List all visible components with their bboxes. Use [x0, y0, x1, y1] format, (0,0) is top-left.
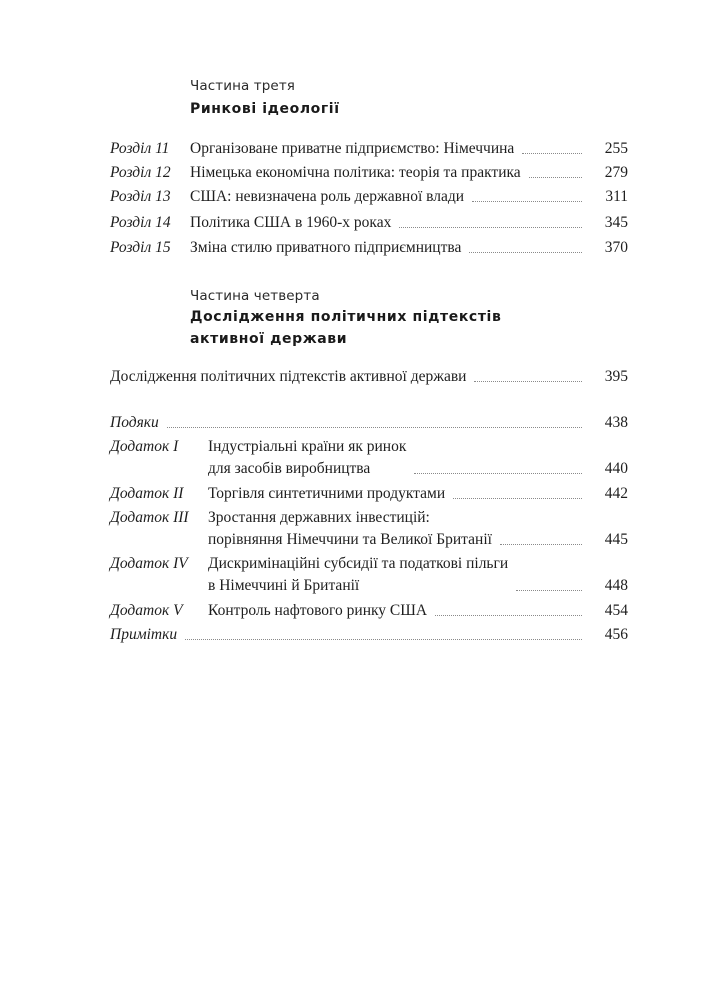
part3-label: Частина третя [190, 78, 296, 94]
appendix-title [208, 553, 508, 597]
chapter-label: Розділ 14 [110, 214, 171, 231]
leader-dots [472, 201, 582, 202]
part4-title-line1: Дослідження політичних підтекстів [190, 309, 502, 325]
entry-title: Примітки [110, 624, 177, 646]
part4-label: Частина четверта [190, 288, 320, 304]
leader-dots [500, 544, 582, 545]
page-number: 438 [604, 414, 628, 431]
appendix-title-line1: Індустріальні країни як ринок [208, 438, 407, 455]
page-number: 370 [604, 239, 628, 256]
appendix-title [208, 507, 492, 551]
page-number: 311 [605, 188, 628, 205]
page-number: 448 [604, 577, 628, 594]
page-number: 445 [604, 531, 628, 548]
part3-title: Ринкові ідеології [190, 101, 340, 117]
chapter-label: Розділ 12 [110, 164, 171, 181]
toc-row-appendix-4 [110, 553, 628, 597]
chapter-title: Політика США в 1960-х роках [190, 212, 391, 234]
part4-title-line2: активної держави [190, 331, 348, 347]
leader-dots [414, 473, 582, 474]
entry-title: Дослідження політичних підтекстів активної держави [110, 366, 466, 388]
page-number: 345 [604, 214, 628, 231]
appendix-title-line2: для засобів виробництва [208, 460, 371, 477]
chapter-title: Німецька економічна політика: теорія та практика [190, 162, 521, 184]
chapter-label: Розділ 13 [110, 188, 171, 205]
appendix-title: Торгівля синтетичними продуктами [208, 483, 445, 505]
chapter-title: Організоване приватне підприємство: Німеччина [190, 138, 514, 160]
chapter-label: Розділ 11 [110, 140, 170, 157]
appendix-label: Додаток III [110, 509, 189, 526]
page-number: 279 [604, 164, 628, 181]
leader-dots [399, 227, 582, 228]
chapter-label: Розділ 15 [110, 239, 171, 256]
part4-title [190, 306, 501, 350]
leader-dots [185, 639, 582, 640]
appendix-title [208, 436, 406, 480]
appendix-title-line2: порівняння Німеччини та Великої Британії [208, 531, 492, 548]
leader-dots [474, 381, 582, 382]
toc-row-appendix-3 [110, 507, 628, 551]
appendix-title-line2: в Німеччині й Британії [208, 577, 360, 594]
leader-dots [453, 498, 582, 499]
entry-title: Подяки [110, 412, 159, 434]
page-number: 442 [604, 485, 628, 502]
page-number: 454 [604, 602, 628, 619]
appendix-label: Додаток II [110, 485, 184, 502]
page-number: 255 [604, 140, 628, 157]
appendix-title-line1: Зростання державних інвестицій: [208, 509, 430, 526]
appendix-title: Контроль нафтового ринку США [208, 600, 427, 622]
appendix-label: Додаток I [110, 438, 179, 455]
appendix-label: Додаток V [110, 602, 183, 619]
toc-row-appendix-1 [110, 436, 628, 480]
page-number: 440 [604, 460, 628, 477]
appendix-label: Додаток IV [110, 555, 188, 572]
leader-dots [529, 177, 582, 178]
leader-dots [435, 615, 582, 616]
appendix-title-line1: Дискримінаційні субсидії та податкові пільги [208, 555, 509, 572]
leader-dots [167, 427, 582, 428]
page-number: 456 [604, 626, 628, 643]
leader-dots [469, 252, 582, 253]
leader-dots [516, 590, 582, 591]
leader-dots [522, 153, 582, 154]
chapter-title: США: невизначена роль державної влади [190, 186, 464, 208]
chapter-title: Зміна стилю приватного підприємництва [190, 237, 461, 259]
page-number: 395 [604, 368, 628, 385]
